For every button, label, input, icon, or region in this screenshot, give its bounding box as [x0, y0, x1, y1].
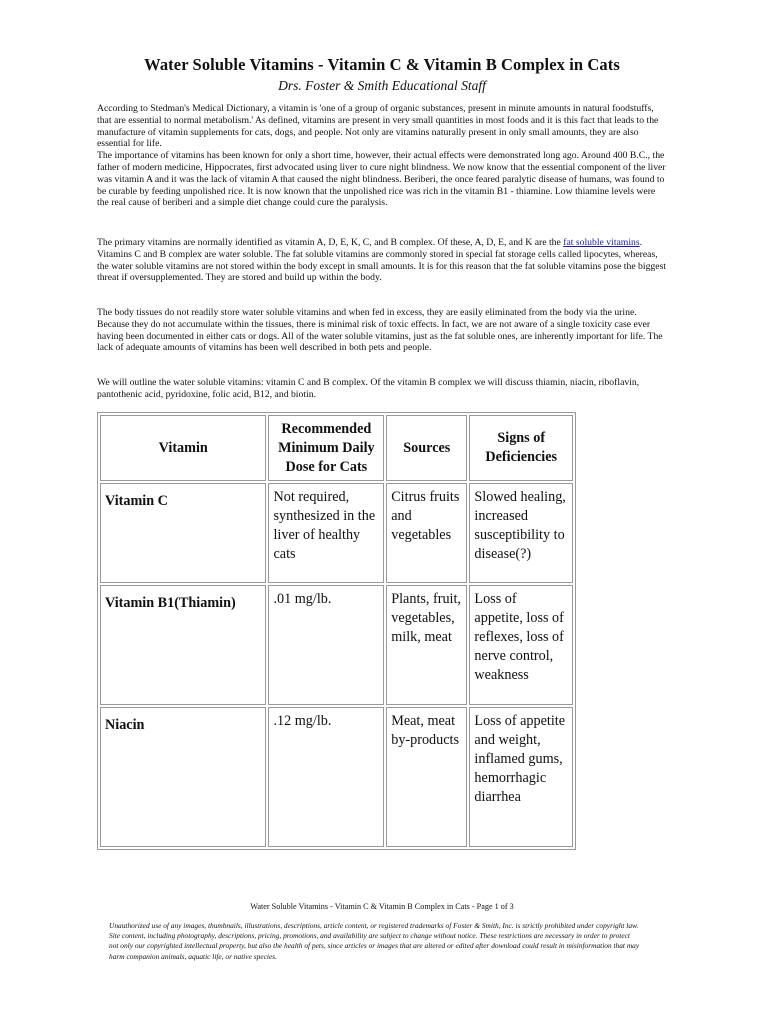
header-vitamin: Vitamin	[100, 415, 266, 481]
page-footer: Water Soluble Vitamins - Vitamin C & Vitamin B Complex in Cats - Page 1 of 3	[250, 902, 514, 911]
primary-vitamins-paragraph	[97, 237, 669, 284]
outline-paragraph: We will outline the water soluble vitamins: vitamin C and B complex. Of the vitamin B complex we will discuss thiamin, niacin, riboflavin, pantothenic acid, pyridoxine, folic acid, B12, and biotin.	[97, 377, 640, 400]
vitamin-table	[97, 412, 576, 850]
dose-cell: .12 mg/lb.	[268, 707, 384, 847]
table-row	[100, 707, 573, 847]
sources-cell: Citrus fruits and vegetables	[386, 483, 467, 583]
fat-soluble-vitamins-link[interactable]: fat soluble vitamins	[563, 237, 640, 248]
document-subtitle: Drs. Foster & Smith Educational Staff	[278, 78, 486, 93]
vitamin-name-cell: Vitamin C	[100, 483, 266, 583]
header-recommended-dose: Recommended Minimum Daily Dose for Cats	[268, 415, 384, 481]
document-title: Water Soluble Vitamins - Vitamin C & Vitamin B Complex in Cats	[144, 55, 620, 74]
primary-text-before: The primary vitamins are normally identified as vitamin A, D, E, K, C, and B complex. Of these, A, D, E, and K are the	[97, 237, 564, 248]
copyright-disclaimer: Unauthorized use of any images, thumbnails, illustrations, descriptions, article content, or registered trademarks of Foster & Smith, Inc. is strictly prohibited under copyright law. Site content, including photography, descriptions, pricing, promotions, and availability are subject to change without notice. These restrictions are necessary in order to protect not only our copyrighted intellectual property, but also the health of pets, since articles or images that are altered or edited after download could result in misinformation that may harm companion animals, aquatic life, or native species.	[109, 921, 640, 961]
table-row	[100, 585, 573, 705]
sources-cell: Meat, meat by-products	[386, 707, 467, 847]
sources-cell: Plants, fruit, vegetables, milk, meat	[386, 585, 467, 705]
intro-section	[97, 103, 669, 209]
table-header-row	[100, 415, 573, 481]
table-row	[100, 483, 573, 583]
intro-paragraph-2: The importance of vitamins has been known for only a short time, however, their actual effects were demonstrated long ago. Around 400 B.C., the father of modern medicine, Hippocrates, first advocated using liver to cure night blindness. We now know that the essential component of the liver was vitamin A and it was the lack of vitamin A that caused the night blindness. Beriberi, the once feared paralytic disease of humans, was found to be curable by feeding unpolished rice. It is now known that the unpolished rice was rich in the vitamin B1 - thiamine. Low thiamine levels were the real cause of beriberi and a simple diet change could cure the paralysis.	[97, 150, 666, 209]
dose-cell: .01 mg/lb.	[268, 585, 384, 705]
deficiencies-cell: Slowed healing, increased susceptibility to disease(?)	[469, 483, 573, 583]
header-deficiencies: Signs of Deficiencies	[469, 415, 573, 481]
header-sources: Sources	[386, 415, 467, 481]
vitamin-name-cell: Niacin	[100, 707, 266, 847]
tissues-paragraph: The body tissues do not readily store water soluble vitamins and when fed in excess, they are easily eliminated from the body via the urine. Because they do not accumulate within the tissues, there is minimal risk of toxic effects. In fact, we are not aware of a single toxicity case ever having been documented in either cats or dogs. All of the water soluble vitamins, just as the fat soluble ones, are inherently important for life. The lack of adequate amounts of vitamins has been well described in both pets and people.	[97, 307, 663, 354]
deficiencies-cell: Loss of appetite, loss of reflexes, loss of nerve control, weakness	[469, 585, 573, 705]
dose-cell: Not required, synthesized in the liver of healthy cats	[268, 483, 384, 583]
primary-text-after: . Vitamins C and B complex are water soluble. The fat soluble vitamins are commonly stored in special fat storage cells called lipocytes, whereas, the water soluble vitamins are not stored within the body except in small amounts. It is for this reason that the fat soluble vitamins pose the biggest threat if oversupplemented. They are stored and build up within the body.	[97, 237, 667, 284]
vitamin-name-cell: Vitamin B1(Thiamin)	[100, 585, 266, 705]
deficiencies-cell: Loss of appetite and weight, inflamed gums, hemorrhagic diarrhea	[469, 707, 573, 847]
intro-paragraph-1: According to Stedman's Medical Dictionary, a vitamin is 'one of a group of organic substances, present in minute amounts in natural foodstuffs, that are essential to normal metabolism.' As defined, vitamins are present in very small quantities in most foods and it is this fact that leads to the manufacture of vitamin supplements for cats, dogs, and people. Not only are vitamins naturally present in only small amounts, they are also essential for life.	[97, 103, 659, 150]
